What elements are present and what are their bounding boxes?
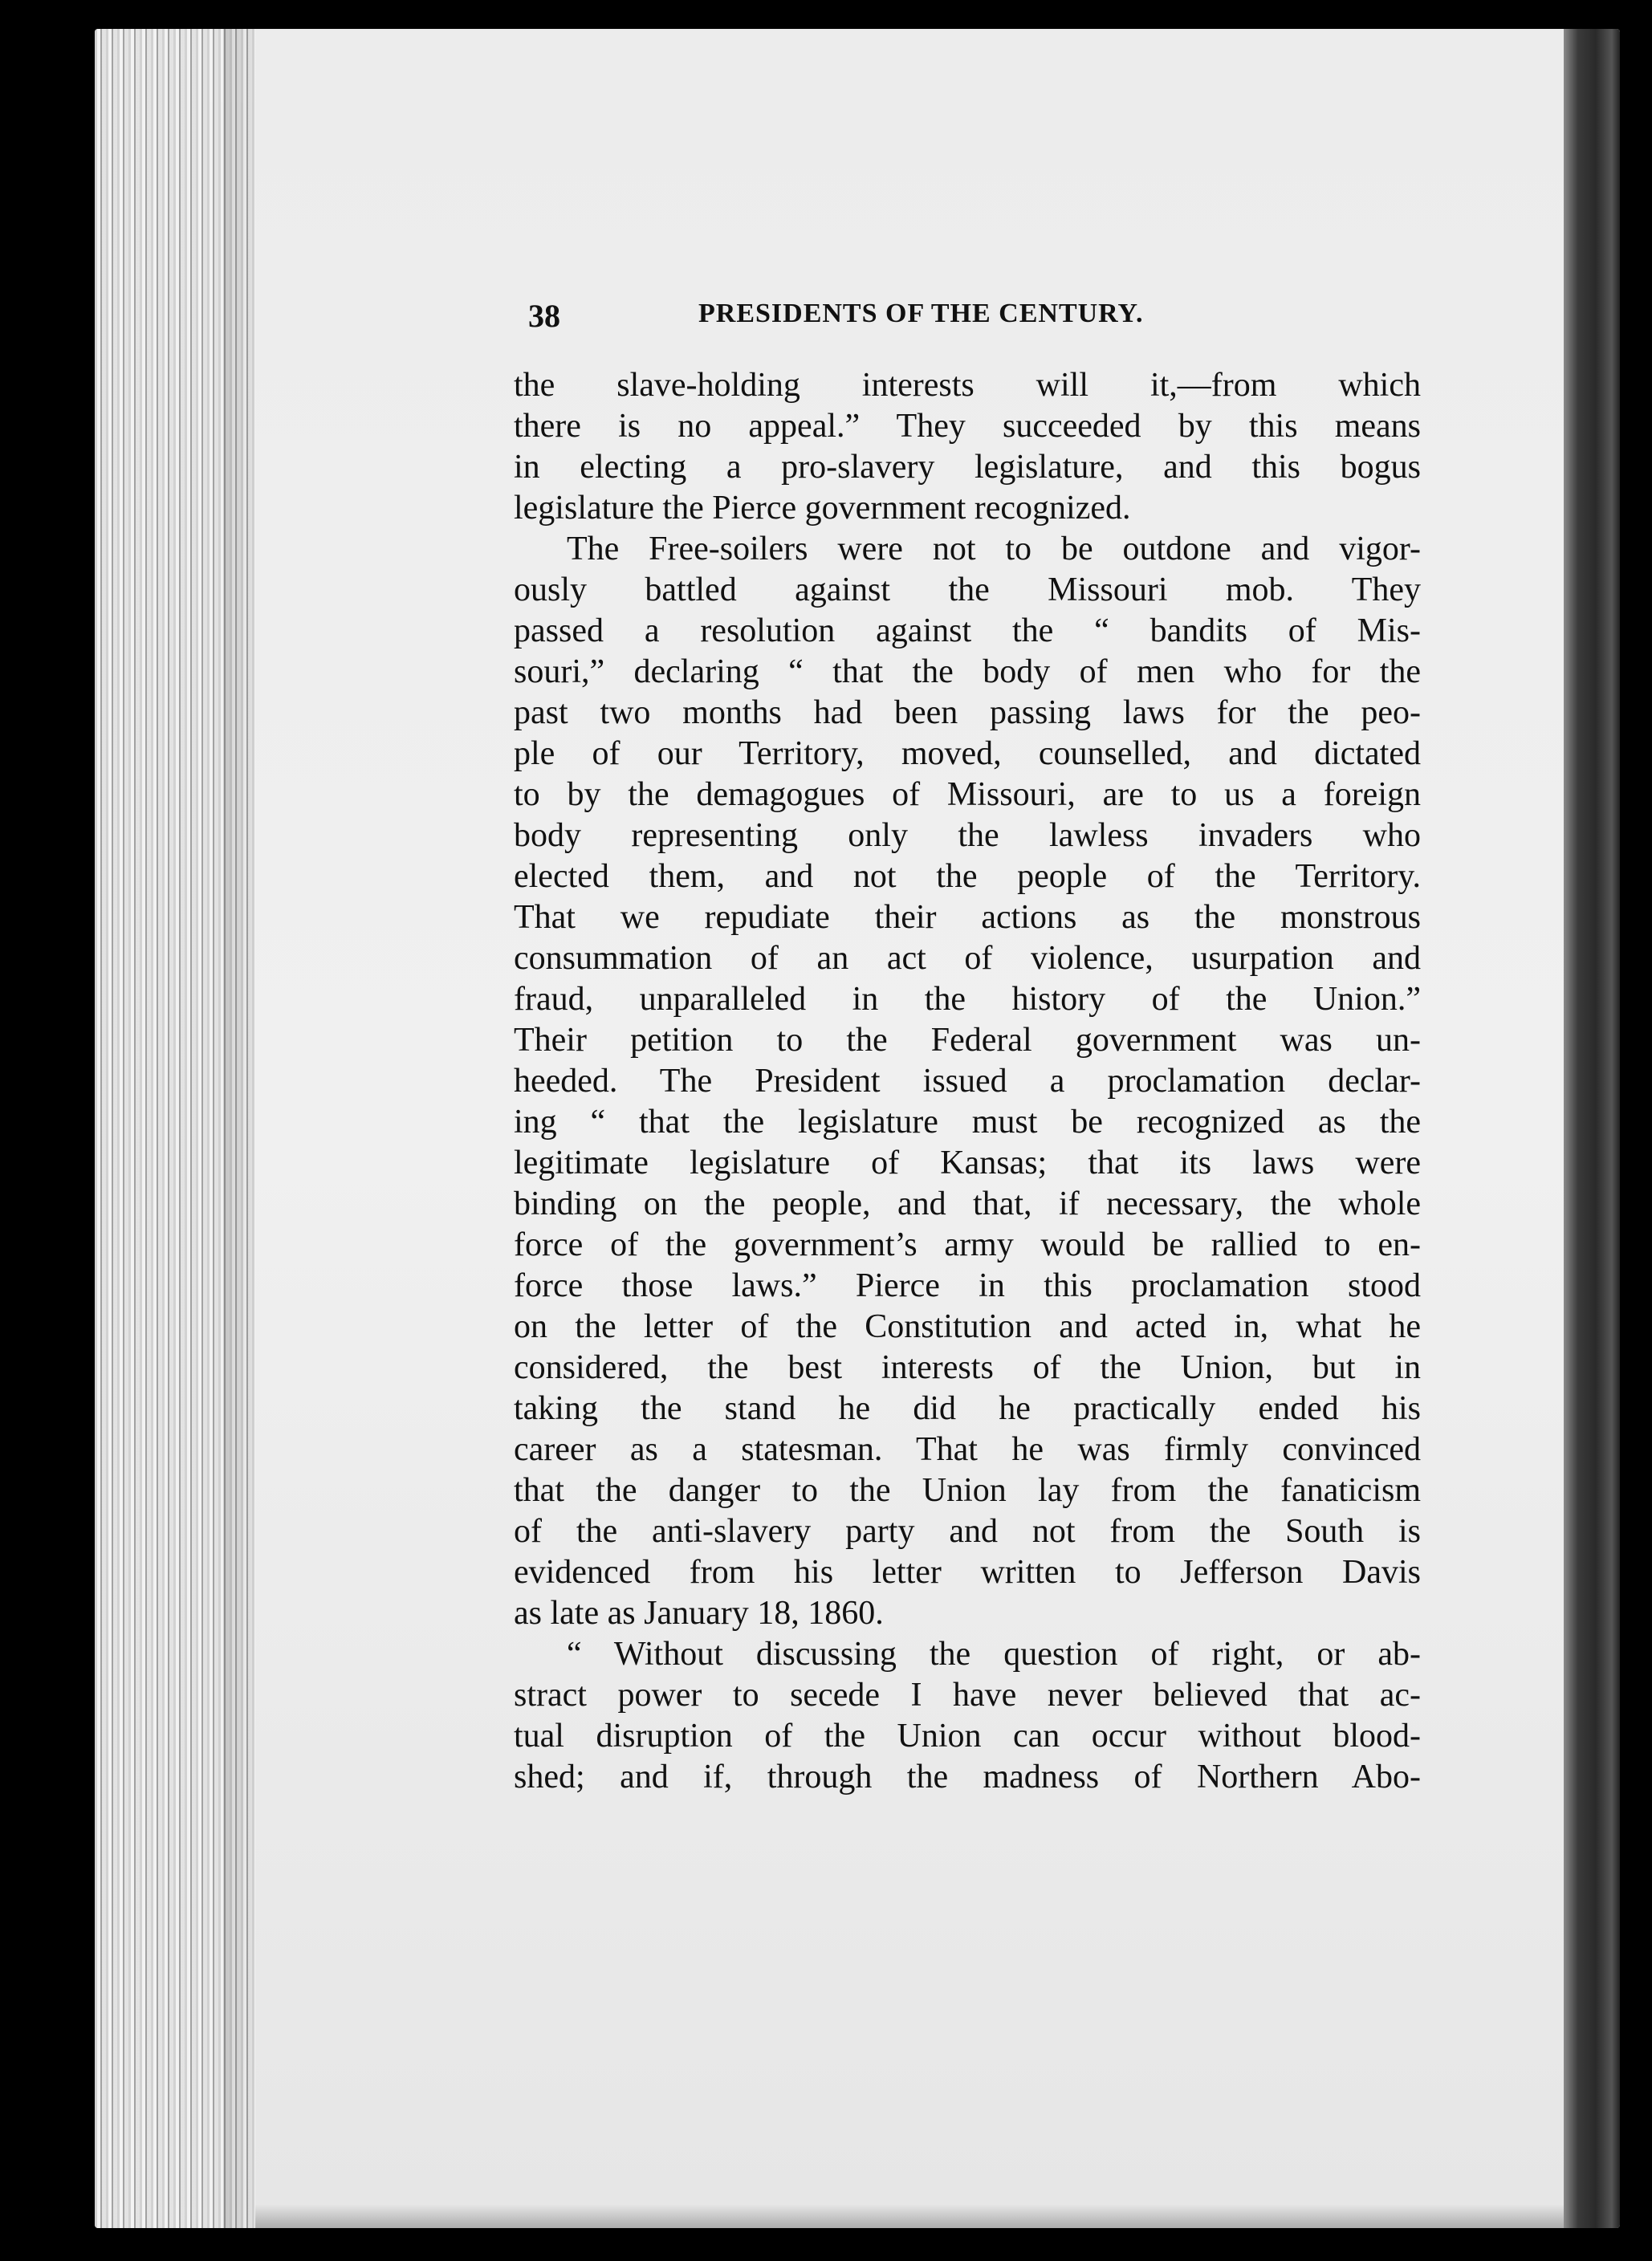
text-line: ously battled against the Missouri mob. They [514,571,1421,608]
text-line: That we repudiate their actions as the monstrous [514,899,1421,936]
text-line: in electing a pro-slavery legislature, and this bogus [514,449,1421,486]
text-line: passed a resolution against the “ bandits of Mis- [514,612,1421,649]
text-line: tual disruption of the Union can occur without blood- [514,1718,1421,1755]
text-line: the slave-holding interests will it,—from which [514,367,1421,404]
text-line: “ Without discussing the question of right, or ab- [567,1636,1421,1673]
page-edges-left [95,29,255,2228]
text-line: consummation of an act of violence, usurpation and [514,940,1421,977]
text-line: legislature the Pierce government recognized. [514,490,1131,527]
paragraph [514,1634,1421,1798]
text-line: binding on the people, and that, if necessary, the whole [514,1185,1421,1222]
text-line: elected them, and not the people of the Territory. [514,858,1421,895]
body-text [514,365,1421,1798]
text-line: taking the stand he did he practically ended his [514,1390,1421,1427]
text-line: fraud, unparalleled in the history of the Union.” [514,981,1421,1018]
text-line: souri,” declaring “ that the body of men who for the [514,653,1421,690]
text-line: shed; and if, through the madness of Northern Abo- [514,1759,1421,1795]
text-line: heeded. The President issued a proclamation declar- [514,1063,1421,1100]
text-line: legitimate legislature of Kansas; that its laws were [514,1145,1421,1181]
text-line: past two months had been passing laws for the peo- [514,694,1421,731]
page-bottom-shadow [255,2204,1564,2228]
text-line: to by the demagogues of Missouri, are to us a foreign [514,776,1421,813]
text-line: force of the government’s army would be rallied to en- [514,1226,1421,1263]
text-line: force those laws.” Pierce in this proclamation stood [514,1267,1421,1304]
text-line: of the anti-slavery party and not from the South is [514,1513,1421,1550]
paragraph [514,365,1421,529]
running-title: PRESIDENTS OF THE CENTURY. [698,299,1144,328]
text-line: evidenced from his letter written to Jefferson Davis [514,1554,1421,1591]
page-number: 38 [528,298,560,334]
page-edges-right [1564,29,1620,2228]
text-line: The Free-soilers were not to be outdone and vigor- [567,531,1421,567]
text-line: ple of our Territory, moved, counselled, and dictated [514,735,1421,772]
text-line: body representing only the lawless invaders who [514,817,1421,854]
text-line: there is no appeal.” They succeeded by this means [514,408,1421,445]
text-line: Their petition to the Federal government was un- [514,1022,1421,1059]
text-line: stract power to secede I have never believed that ac- [514,1677,1421,1714]
text-line: career as a statesman. That he was firmly convinced [514,1431,1421,1468]
paragraph [514,529,1421,1634]
text-line: on the letter of the Constitution and acted in, what he [514,1308,1421,1345]
text-line: as late as January 18, 1860. [514,1595,884,1632]
text-line: considered, the best interests of the Union, but in [514,1349,1421,1386]
text-line: ing “ that the legislature must be recognized as the [514,1104,1421,1141]
text-line: that the danger to the Union lay from the fanaticism [514,1472,1421,1509]
running-header [528,297,1251,337]
